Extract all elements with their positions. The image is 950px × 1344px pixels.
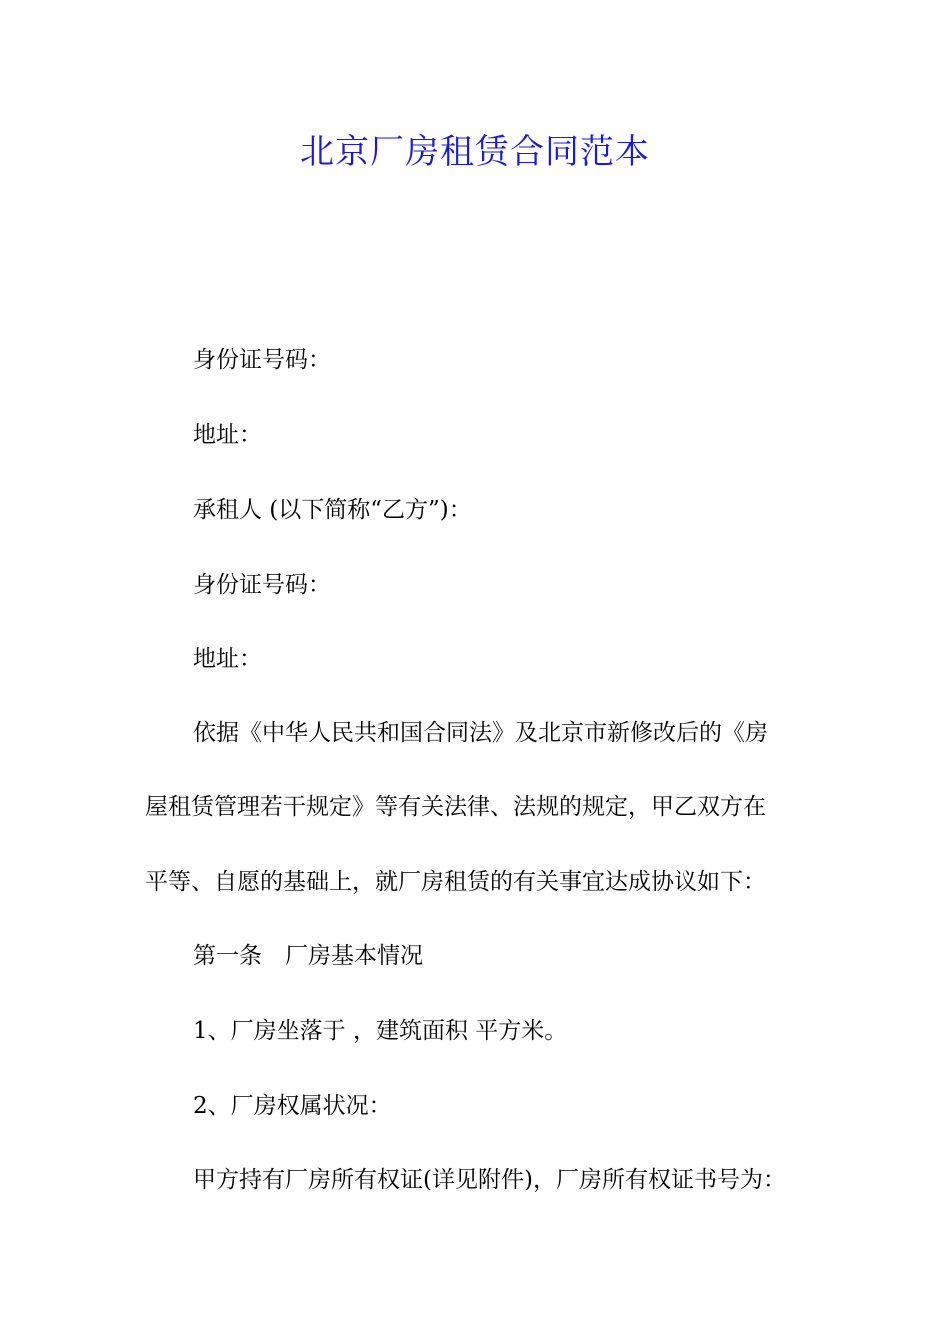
text-line-basis-3: 平等、自愿的基础上，就厂房租赁的有关事宜达成协议如下：: [145, 869, 766, 895]
text-line-basis-1: 依据《中华人民共和国合同法》及北京市新修改后的《房: [193, 720, 768, 746]
text-line-id-number-1: 身份证号码：: [193, 347, 331, 373]
document-title: 北京厂房租赁合同范本: [300, 132, 650, 172]
text-line-item-1: 1、厂房坐落于 ，建筑面积 平方米。: [193, 1018, 568, 1044]
text-line-lessee: 承租人 (以下简称“乙方”)：: [193, 497, 472, 523]
text-line-basis-2: 屋租赁管理若干规定》等有关法律、法规的规定，甲乙双方在: [145, 794, 766, 820]
text-line-address-2: 地址：: [193, 646, 262, 672]
text-line-address-1: 地址：: [193, 422, 262, 448]
text-line-ownership: 甲方持有厂房所有权证(详见附件)，厂房所有权证书号为：: [193, 1167, 786, 1193]
text-line-id-number-2: 身份证号码：: [193, 572, 331, 598]
article-heading: 第一条 厂房基本情况: [193, 943, 423, 969]
text-line-item-2: 2、厂房权属状况：: [193, 1093, 392, 1119]
